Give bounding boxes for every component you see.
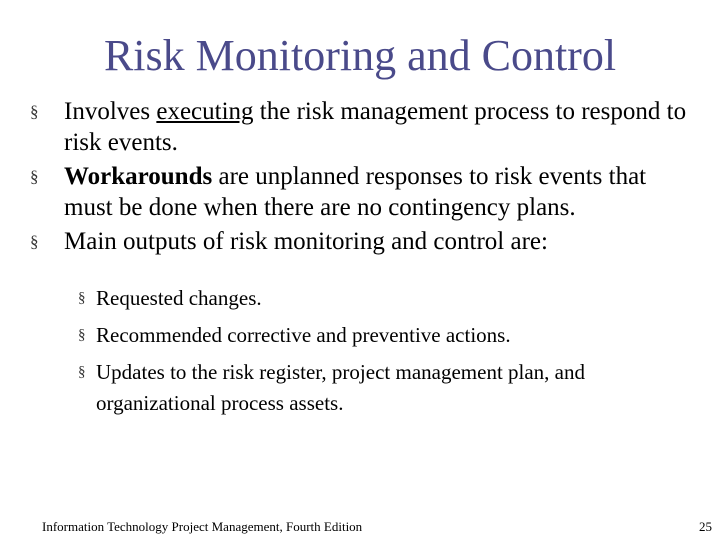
bullet-text-prefix: Involves — [64, 98, 157, 125]
bullet-text: are unplanned responses to risk events that must be done when there are no contingency plans. — [64, 163, 647, 221]
section-bullet-icon: § — [30, 167, 39, 186]
bullet-item-main-outputs — [30, 226, 700, 257]
section-bullet-icon: § — [30, 102, 39, 121]
footer-source: Information Technology Project Management, Fourth Edition — [42, 519, 363, 534]
bullet-text-suffix: the risk management process to respond to risk events. — [64, 98, 687, 156]
sub-bullet-item — [78, 357, 688, 419]
section-bullet-icon: § — [78, 327, 86, 343]
section-bullet-icon: § — [78, 364, 86, 380]
bullet-text: Main outputs of risk monitoring and control are: — [64, 228, 548, 255]
bullet-bold-term: Workarounds — [64, 163, 213, 190]
sub-bullet-list — [78, 283, 688, 425]
sub-bullet-item — [78, 320, 688, 351]
slide-title: Risk Monitoring and Control — [103, 31, 617, 80]
bullet-item-workarounds — [30, 161, 700, 223]
section-bullet-icon: § — [78, 290, 86, 306]
sub-bullet-text: Recommended corrective and preventive actions. — [96, 323, 511, 347]
section-bullet-icon: § — [30, 232, 39, 251]
bullet-item-involves — [30, 96, 700, 158]
sub-bullet-text: Requested changes. — [96, 286, 262, 310]
sub-bullet-item — [78, 283, 688, 314]
bullet-list — [30, 96, 700, 260]
page-number: 25 — [699, 519, 712, 534]
bullet-text-emphasis: executing — [156, 98, 254, 125]
sub-bullet-text: Updates to the risk register, project management plan, and organizational process assets. — [96, 360, 585, 415]
